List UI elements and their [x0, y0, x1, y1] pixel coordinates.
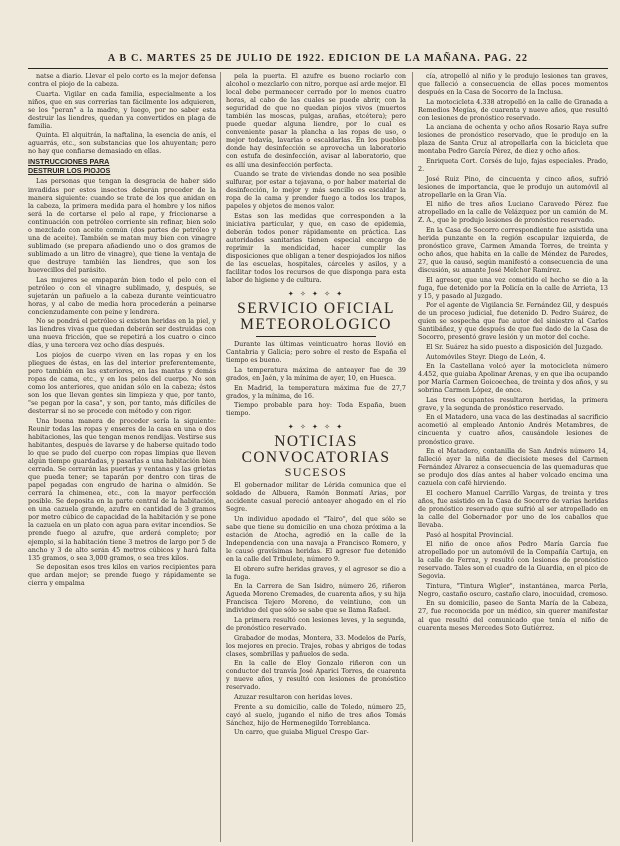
- header-rule: [28, 68, 608, 69]
- paragraph: El Sr. Suárez ha sido puesto a disposición del Juzgado.: [426, 343, 603, 351]
- paragraph: En el Matadero, una vaca de las destinadas al sacrificio acometió al empleado Antonio Andrés Metambres, de cincuenta y cuatro años, causándole lesiones de pronóstico grave.: [418, 413, 608, 446]
- paragraph: Quinta. El alquitrán, la naftalina, la esencia de anís, el aguarrás, etc., son substancias que los ahuyentan; pero no hay que confiarse demasiado en ellas.: [28, 131, 216, 156]
- paragraph: Cuando se trate de viviendas donde no sea posible sulfurar, por estar a tejavana, o por haber material de desinfección, lo mejor y más sencillo es escaldar la ropa de la cama y prender fuego a todos los trapos, papeles y objetos de menos valor.: [226, 170, 406, 211]
- paragraph: Automóviles Steyr. Diego de León, 4.: [426, 352, 546, 361]
- paragraph: Una buena manera de proceder sería la siguiente: Reunir todas las ropas y enseres de la casa en una o dos habitaciones, las que tengan menos rendijas. Vestirse sus habitantes, después de lavarse y de haberse quitado todo lo que se pudo del cuerpo con ropas limpias que lleven algún tiempo guardadas, y pasarlas a una habitación bien cerrada. Se cerrarán las puertas y ventanas y las grietas que pueda tener; se taparán por dentro con tiras de papel pegadas con engrudo de harina o almidón. Se cerrará la chimenea, etc., con la mayor perfección posible. Se deposita en la parte central de la habitación, en una cazuela grande, azufre en cantidad de 3 gramos por metro cúbico de capacidad de la habitación y se pone la cazuela en un plato con agua para evitar incendios. Se prende fuego al azufre, que arderá completo; por ejemplo, si la habitación tiene 3 metros de largo por 5 de ancho y 3 de alto serán 45 metros cúbicos y hará falta 135 gramos, o sea 3,000 gramos, o sea tres kilos.: [28, 416, 216, 562]
- paragraph: Los piojos de cuerpo viven en las ropas y en los pliegues de éstas, en las del interior preferentemente, pero también en las exteriores, en las mantas y demás ropas de cama, etc., y en los pelos del cuerpo. No son como los anteriores, que anidan sólo en la cabeza; éstos son los que llevan gentes sin limpieza y que, por tanto, "se pegan por la casa", y son, por tanto, más difíciles de desterrar si no se procede con método y con rigor.: [28, 350, 216, 416]
- title-rule: [256, 336, 376, 337]
- paragraph: El niño de tres años Luciano Caravedo Pérez fue atropellado en la calle de Velázquez por un camión de M. Z. A., que le produjo lesiones de pronóstico reservado.: [418, 200, 608, 225]
- paragraph: En la calle de Eloy Gonzalo riñeron con un conductor del tranvía José Aparici Torres, de cuarenta y nueve años, y resultó con lesiones de pronóstico reservado.: [226, 659, 406, 692]
- section-title: NOTICIAS: [274, 433, 358, 451]
- paragraph: En el Matadero, contanilla de San Andrés número 14, falleció ayer la niña de diecisiete meses del Carmen Fernández Álvarez a consecuencia de las quemaduras que se produjo dos días antes al haber volcado encima una cazuela con café hirviendo.: [418, 447, 608, 488]
- paragraph: En Madrid, la temperatura máxima fue de 27,7 grados, y la mínima, de 16.: [226, 383, 406, 400]
- column-divider: [412, 72, 413, 842]
- column-2: [226, 72, 406, 842]
- paragraph: José Ruiz Pino, de cincuenta y cinco años, sufrió lesiones de importancia, que le produjo un automóvil al atropellarle en la Gran Vía.: [418, 174, 608, 199]
- paragraph: En la Castellana volcó ayer la motocicleta número 4.452, que guiaba Apolinar Arenas, y en que iba ocupando por María Carmen Goicoechea, de treinta y dos años, y su sobrina Carmen López, de once.: [418, 362, 608, 395]
- paragraph: El gobernador militar de Lérida comunica que el soldado de Albuera, Ramón Bonmatí Arias, por accidente casual pereció anteayer ahogado en el río Segre.: [226, 481, 406, 514]
- paragraph: El cochero Manuel Carrillo Vargas, de treinta y tres años, fue asistido en la Casa de Socorro de varias heridas de pronóstico reservado que sufrió al ser atropellado en la calle del Gobernador por uno de los caballos que llevaba.: [418, 488, 608, 529]
- paragraph: El obrero sufre heridas graves, y el agresor se dio a la fuga.: [226, 564, 406, 581]
- page-header: A B C. MARTES 25 DE JULIO DE 1922. EDICION DE LA MAÑANA. PAG. 22: [107, 53, 529, 64]
- paragraph: Las personas que tengan la desgracia de haber sido invadidas por estos insectos deberán proceder de la manera siguiente: cuando se trate de los que anidan en la cabeza, la primera medida para el hombre y los niños será la de cortarse el pelo al rape, y friccionarse a continuación con petróleo corriente sin refinar, bien solo o mezclado con aceite común (dos partes de petróleo y una de aceite). También se matan muy bien con vinagre sublimado (se prepara añadiendo uno o dos gramos de sublimado a un litro de vinagre), que tiene la ventaja de que destruye también las liendres, que son los huevecillos del parásito.: [28, 177, 216, 274]
- newspaper-page: [28, 52, 608, 842]
- paragraph: Por el agente de Vigilancia Sr. Fernández Gil, y después de un proceso judicial, fue detenido D. Pedro Suárez, de quien se sospecha que fue autor del siniestro al Carlos Santibáñez, y que después de que fue dado de la Casa de Socorro, presentó grave lesión y un motor del coche.: [418, 301, 608, 342]
- paragraph: Durante las últimas veinticuatro horas llovió en Cantabria y Galicia; pero sobre el resto de España el tiempo es bueno.: [226, 340, 406, 365]
- section-title: SERVICIO OFICIAL: [237, 300, 395, 318]
- paragraph: Enriqueta Cort. Corsés de lujo, fajas especiales. Prado, 2.: [418, 156, 608, 174]
- paragraph: Frente a su domicilio, calle de Toledo, número 25, cayó al suelo, jugando el niño de tres años Tomás Sánchez, hijo de Hermenegildo Torreblanca.: [226, 702, 406, 727]
- paragraph: No se pondrá el petróleo si existen heridas en la piel, y las liendres vivas que quedan deberán ser destruidas con una nueva fricción, que se repetirá a los cuatro o cinco días, y una tercera vez ocho días después.: [28, 317, 216, 350]
- paragraph: La temperatura máxima de anteayer fue de 39 grados, en Jaén, y la mínima de ayer, 10, en Huesca.: [226, 365, 406, 382]
- section-title: METEOROLOGICO: [240, 316, 392, 334]
- subheading: [28, 157, 216, 175]
- paragraph: Tiempo probable para hoy: Toda España, buen tiempo.: [226, 401, 406, 418]
- paragraph: Azuzar resultaron con heridas leves.: [234, 692, 353, 701]
- paragraph: Un individuo apodado el "Tairo", del que sólo se sabe que tiene su domicilio en una choza próxima a la estación de Atocha, agredió en la calle de la Independencia con una navaja a Francisco Romero, y le causó gravísimas heridas. El agresor fue detenido en la calle del Tribulete, número 9.: [226, 514, 406, 564]
- subheading-line-2: DESTRUIR LOS PIOJOS: [28, 166, 111, 176]
- ornament-divider: ✦ ✧ ✦ ✧ ✦: [287, 423, 345, 432]
- paragraph: Grabador de modas, Montera, 33. Modelos de París, los mejores en precio. Trajes, robas y abrigos de todas clases, sombrillas y pañuelos de seda.: [226, 633, 406, 658]
- paragraph: Tintura, "Tintura Wigler", instantánea, marca Perla, Negro, castaño oscuro, castaño claro, inocuidad, cremoso.: [418, 581, 608, 598]
- paragraph: En la Casa de Socorro correspondiente fue asistida una herida punzante en la región escapular izquierda, de pronóstico grave, Carmen Amanda Torres, de treinta y ocho años, que habita en la calle de Méndez de Paredes, 27, que la causó, según manifestó a consecuencia de una discusión, su amante José Melchor Ramírez.: [418, 225, 608, 275]
- paragraph: Pasó al hospital Provincial.: [426, 530, 514, 539]
- paragraph: El niño de once años Pedro María García fue atropellado por un automóvil de la Compañía Cartuja, en la calle de Ferraz, y resultó con lesiones de pronóstico reservado. Tales son el cuadro de la Guardia, en el pico de Segovia.: [418, 540, 608, 581]
- paragraph: Cuarta. Vigilar en cada familia, especialmente a los niños, que en sus correrías tan fácilmente los adquieren, se los "peran" a la madre, y luego, por no saber esta destruir las liendres, quedan ya convertidos en plaga de familia.: [28, 89, 216, 130]
- section-title: CONVOCATORIAS: [241, 449, 391, 467]
- paragraph: Las tres ocupantes resultaron heridas, la primera grave, y la segunda de pronóstico reservado.: [418, 395, 608, 412]
- section-subtitle: SUCESOS: [284, 465, 348, 480]
- paragraph: La anciana de ochenta y ocho años Rosario Raya sufre lesiones de pronóstico reservado, que le produjo en la plaza de Santa Cruz al atropellarla con la bicicleta que montaba Pedro García Pérez, de diez y ocho años.: [418, 123, 608, 156]
- columns: [28, 72, 608, 842]
- paragraph: pela la puerta. El azufre es bueno rociarlo con alcohol o mezclarlo con nitro, porque así arde mejor. El local debe permanecer cerrado por lo menos cuatro horas, al cabo de las cuales se puede abrir, con la seguridad de que no quedan piojos vivos (muertos también las moscas, pulgas, arañas, etcétera); pero puede quedar alguna liendre, por lo cual es conveniente pasar la plancha a las ropas de uso, o mejor todavía, lavarlas o escaldarlas. En los pueblos donde hay desinfección se aprovecha un laboratorio con estufa de desinfección, avisar al laboratorio, que es allí una desinfección perfecta.: [226, 72, 406, 169]
- paragraph: Las mujeres se empaparán bien todo el pelo con el petróleo o con el vinagre sublimado, y, después, se sujetarán un pañuelo a la cabeza durante veinticuatro horas, y al cabo de media hora procederán a peinarse concienzudamente con peine y lendrera.: [28, 275, 216, 316]
- column-1: [28, 72, 216, 842]
- subheading-line-1: INSTRUCCIONES PARA: [28, 157, 110, 167]
- paragraph: En su domicilio, paseo de Santa María de la Cabeza, 27, fue reconocida por un médico, sin querer manifestar al que resultó del comunicado que tenía el niño de cuarenta meses Mercedes Soto Gutiérrez.: [418, 599, 608, 632]
- paragraph: El agresor, que una vez cometido el hecho se dio a la fuga, fue detenido por la Policía en la calle de Arrieta, 13 y 15, y pasado al Juzgado.: [418, 275, 608, 300]
- paragraph: Se depositan esos tres kilos en varios recipientes para que ardan mejor; se prende fuego y rápidamente se cierra y empalma: [28, 563, 216, 588]
- paragraph: La motocicleta 4.338 atropelló en la calle de Granada a Remedios Megías, de cuarenta y nueve años, que resultó con lesiones de pronóstico reservado.: [418, 97, 608, 122]
- paragraph: cía, atropelló al niño y le produjo lesiones tan graves, que falleció a consecuencia de ellas poces momentos después en la Casa de Socorro de la Inclusa.: [418, 72, 608, 97]
- paragraph: En la Carrera de San Isidro, número 26, riñeron Agueda Moreno Cremades, de cuarenta años, y su hija Francisca Tejero Moreno, de veintiuno, con un individuo del que sólo se sabe que se llama Rafael.: [226, 582, 406, 615]
- paragraph: Estas son las medidas que corresponden a la iniciativa particular, y que, en caso de epidemia, deberán todos poner rápidamente en práctica. Las autoridades sanitarias tienen especial encargo de reprimir la mendicidad, hacer cumplir las disposiciones que obligan a tener despiojados los niños de las escuelas, hospitales, cárceles y asilos, y a facilitar todos los recursos de que disponga para esta labor de higiene y de cultura.: [226, 211, 406, 285]
- paragraph: natse a diario. Llevar el pelo corto es la mejor defensa contra el piojo de la cabeza.: [28, 72, 216, 89]
- paragraph: Un carro, que guiaba Miguel Crespo Gar-: [234, 728, 369, 737]
- column-divider: [220, 72, 221, 842]
- column-3: [418, 72, 608, 842]
- paragraph: La primera resultó con lesiones leves, y la segunda, de pronóstico reservado.: [226, 616, 406, 633]
- ornament-divider: ✦ ✧ ✦ ✧ ✦: [287, 290, 345, 299]
